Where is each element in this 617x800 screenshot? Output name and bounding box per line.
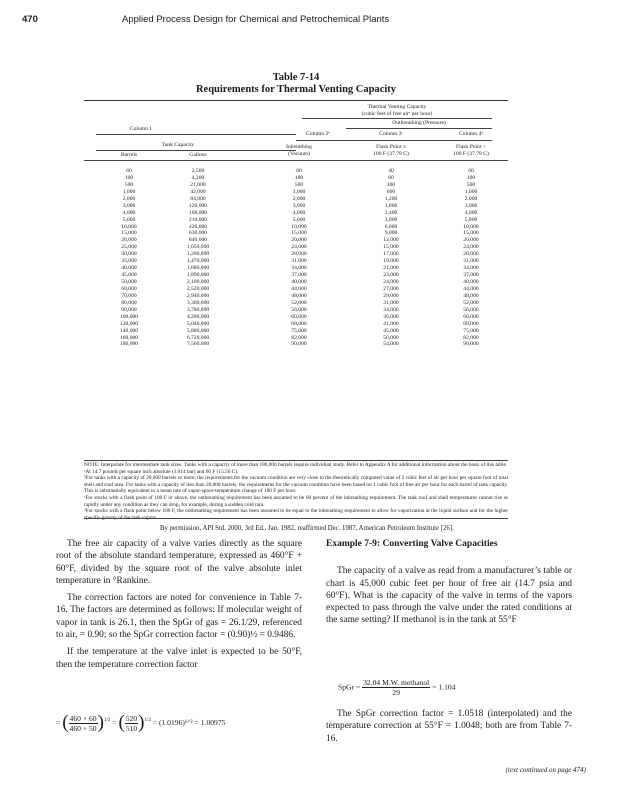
- right-column: [326, 538, 572, 632]
- table-cell: 40,000: [291, 279, 307, 285]
- table-row: [84, 210, 508, 217]
- inbreathing-label: Inbreathing: [286, 144, 312, 150]
- table-cell: 48,000: [291, 292, 307, 299]
- table-cell: 40: [388, 168, 394, 174]
- table-cell: 31,000: [291, 258, 307, 265]
- table-cell: 68,000: [291, 320, 307, 327]
- rule-column1: [96, 134, 296, 135]
- table-cell: 3,000: [292, 202, 306, 209]
- table-cell: 126,000: [188, 202, 208, 209]
- table-cell: 840,000: [188, 237, 208, 244]
- corr-denominator-1: 460 + 50: [69, 723, 97, 733]
- table-cell: 56,000: [463, 306, 479, 313]
- capacity-group-header: [302, 104, 492, 117]
- table-cell: 500: [294, 181, 304, 188]
- table-cell: 2,400: [384, 209, 398, 216]
- table-note: ᵈFor stocks with a flash point below 100 F, the outbreathing requirement has been assumed to be equal to the inbreathing requirement to allow for vaporization at the liquid surface and for the higher specific gravity of the tank vapors.: [84, 508, 508, 521]
- table-cell: 56,000: [291, 306, 307, 313]
- table-cell: 45,000: [121, 272, 137, 279]
- corr-numerator-2: 520: [125, 713, 138, 723]
- flash-ge-header: [360, 144, 422, 157]
- left-paren-icon: (: [62, 712, 69, 733]
- corr-exponent-1: 1/2: [103, 718, 111, 724]
- table-row: [84, 203, 508, 210]
- table-cell: 1,050,000: [186, 244, 210, 251]
- table-cell: 5,000: [122, 216, 136, 223]
- table-cell: 75,000: [291, 327, 307, 334]
- table-cell: 3,000: [384, 216, 398, 223]
- table-row: [84, 265, 508, 272]
- corr-denominator-2: 510: [125, 723, 138, 733]
- table-cell: 60,000: [291, 313, 307, 320]
- table-cell: 1,470,000: [186, 258, 210, 265]
- table-row: [84, 341, 508, 348]
- table-row: [84, 321, 508, 328]
- table-cell: 180,000: [119, 341, 139, 348]
- table-cell: 4,000: [464, 209, 478, 216]
- table-cell: 500: [466, 181, 476, 188]
- column1-header: Column 1: [129, 126, 153, 132]
- table-cell: 3,780,000: [186, 306, 210, 313]
- table-cell: 52,000: [291, 299, 307, 306]
- table-row: [84, 258, 508, 265]
- table-cell: 60: [388, 174, 394, 181]
- rule-outbreathing: [346, 128, 492, 129]
- table-cell: 75,000: [463, 327, 479, 334]
- table-cell: 60,000: [463, 313, 479, 320]
- table-row: [84, 168, 508, 175]
- table-cell: 5,000: [464, 216, 478, 223]
- spgr-equation: [338, 678, 455, 697]
- table-row: [84, 286, 508, 293]
- table-cell: 1,000: [122, 188, 136, 195]
- table-cell: 168,000: [188, 209, 208, 216]
- table-cell: 4,000: [292, 209, 306, 216]
- table-cell: 5,000: [292, 216, 306, 223]
- table-cell: 15,000: [463, 230, 479, 237]
- flash-lt-header: [438, 144, 504, 157]
- table-cell: 140,000: [119, 327, 139, 334]
- example-heading: Example 7-9: Converting Valve Capacities: [326, 539, 498, 549]
- table-cell: 4,200: [191, 174, 205, 181]
- table-cell: 34,000: [463, 265, 479, 272]
- corr-eq-sign: =: [56, 717, 61, 727]
- table-note: NOTE: Interpolate for intermediate tank sizes. Tanks with a capacity of more than 180,000 barrels require individual study. Refer to Appendix A for additional information about the basis of this table.: [84, 462, 508, 468]
- table-cell: 82,000: [463, 334, 479, 341]
- left-paragraph-1: The free air capacity of a valve varies directly as the square root of the absolute standard temperature, expressed as 460°F + 60°F, divided by the square root of the valve absolute inlet temperature in °Rankine.: [56, 539, 302, 586]
- barrels-header: Barrels: [120, 152, 138, 158]
- table-cell: 12,000: [383, 237, 399, 244]
- table-cell: 40,000: [463, 279, 479, 285]
- table-note: ᵇFor tanks with a capacity of 20,000 barrels or more, the requirements for the vacuum condition are very close to the theoretically computed value of 2 cubic feet of air per hour per square foot of total shell and roof area. For tanks with a capacity of less than 20,000 barrels, the requirements for the vacuum condition have been based on 1 cubic foot of free air per hour for each barrel of tank capacity. This is substantially equivalent to a mean rate of vapor-space-temperature change of 100 F per hour.: [84, 475, 508, 495]
- left-paren-icon: (: [118, 712, 125, 733]
- table-cell: 2,500: [191, 168, 205, 174]
- rule-header-bottom: [84, 160, 508, 161]
- table-cell: 5,040,000: [186, 320, 210, 327]
- table-cell: 28,000: [291, 251, 307, 258]
- table-cell: 2,100,000: [186, 279, 210, 285]
- table-cell: 70,000: [121, 292, 137, 299]
- corr-exponent-2: 1/2: [144, 718, 151, 724]
- table-cell: 10,000: [291, 223, 307, 230]
- table-cell: 15,000: [291, 230, 307, 237]
- capacity-group-label: Thermal Venting Capacity: [367, 104, 427, 110]
- table-cell: 37,000: [463, 272, 479, 279]
- permission-credit: By permission, API Std. 2000, 3rd Ed., Jan. 1982, reaffirmed Dec. 1987, American Petroleum Institute [26].: [160, 525, 454, 532]
- table-cell: 82,000: [291, 334, 307, 341]
- table-cell: 100: [124, 174, 134, 181]
- table-cell: 1,200: [384, 195, 398, 202]
- flash-ge-temp: 100 F (37.78 C): [373, 150, 409, 157]
- rule-capacity-group: [302, 118, 492, 119]
- running-head: Applied Process Design for Chemical and Petrochemical Plants: [122, 14, 390, 25]
- table-cell: 2,000: [122, 195, 136, 202]
- table-cell: 41,000: [383, 320, 399, 327]
- table-cell: 1,000: [464, 188, 478, 195]
- table-cell: 2,940,000: [186, 292, 210, 299]
- table-cell: 24,000: [463, 244, 479, 251]
- capacity-group-sublabel: (cubic feet of free airᵃ per hour): [361, 110, 433, 117]
- rule-columns-234: [296, 140, 492, 141]
- gallons-header: Gallons: [189, 152, 207, 158]
- table-row: [84, 237, 508, 244]
- table-cell: 2,000: [292, 195, 306, 202]
- table-row: [84, 182, 508, 189]
- table-cell: 1,890,000: [186, 272, 210, 279]
- corr-numerator-1: 460 + 60: [69, 713, 97, 723]
- corr-mid-sign: =: [112, 717, 117, 727]
- table-cell: 4,200,000: [186, 313, 210, 320]
- table-cell: 28,000: [463, 251, 479, 258]
- inbreathing-header: [270, 144, 328, 157]
- flash-lt-temp: 100 F (37.78 C): [453, 150, 489, 157]
- table-cell: 31,000: [463, 258, 479, 265]
- table-cell: 1,800: [384, 202, 398, 209]
- table-row: [84, 314, 508, 321]
- table-row: [84, 328, 508, 335]
- flash-ge-label: Flash Point ≥: [376, 144, 406, 150]
- table-cell: 80,000: [121, 299, 137, 306]
- table-cell: 45,000: [383, 327, 399, 334]
- table-cell: 2,520,000: [186, 285, 210, 292]
- table-cell: 10,000: [121, 223, 137, 230]
- temperature-correction-equation: [56, 712, 225, 734]
- table-cell: 60: [126, 168, 132, 174]
- table-cell: 24,000: [291, 244, 307, 251]
- spgr-fraction: [362, 678, 430, 697]
- table-cell: 9,000: [384, 230, 398, 237]
- table-title: Requirements for Thermal Venting Capacity: [195, 84, 397, 95]
- table-cell: 500: [124, 181, 134, 188]
- table-row: [84, 175, 508, 182]
- tank-capacity-header: Tank Capacity: [161, 142, 195, 148]
- table-cell: 50,000: [383, 334, 399, 341]
- table-cell: 100: [466, 174, 476, 181]
- page-number: 470: [22, 14, 38, 25]
- table-row: [84, 217, 508, 224]
- table-cell: 23,000: [383, 272, 399, 279]
- table-cell: 20,000: [291, 237, 307, 244]
- table-cell: 20,000: [463, 237, 479, 244]
- table-cell: 68,000: [463, 320, 479, 327]
- table-cell: 40,000: [121, 265, 137, 272]
- table-cell: 100: [294, 174, 304, 181]
- table-cell: 60: [468, 168, 474, 174]
- table-note: ᶜFor stocks with a flash point of 100 F or above, the outbreathing requirement has been assumed to be 60 percent of the inbreathing requirement. The tank roof and shell temperatures cannot rise as rapidly under any condition as they can drop, for example, during a sudden cold rain.: [84, 494, 508, 508]
- flash-lt-label: Flash Point <: [456, 144, 486, 150]
- table-cell: 5,880,000: [186, 327, 210, 334]
- table-cell: 36,000: [383, 313, 399, 320]
- table-cell: 1,260,000: [186, 251, 210, 258]
- vacuum-label: (Vacuum): [287, 150, 311, 157]
- rule-notes-bottom: [84, 518, 508, 519]
- column2-header: Column 2ᵇ: [306, 131, 330, 137]
- table-cell: 60: [296, 168, 302, 174]
- table-cell: 42,000: [190, 188, 206, 195]
- rule-table-bottom: [84, 460, 508, 461]
- table-cell: 25,000: [121, 244, 137, 251]
- table-cell: 6,720,000: [186, 334, 210, 341]
- table-cell: 15,000: [121, 230, 137, 237]
- table-cell: 21,000: [190, 181, 206, 188]
- column3-header: Column 3ᶜ: [379, 131, 403, 137]
- right-paren-icon: ): [138, 712, 145, 733]
- table-cell: 1,680,000: [186, 265, 210, 272]
- table-note: ᵃAt 14.7 pounds per square inch absolute (1.014 bar) and 60 F (15.56 C).: [84, 468, 239, 475]
- table-cell: 27,000: [383, 285, 399, 292]
- table-cell: 19,000: [383, 258, 399, 265]
- table-cell: 3,360,000: [186, 299, 210, 306]
- table-row: [84, 272, 508, 279]
- table-row: [84, 224, 508, 231]
- table-row: [84, 300, 508, 307]
- table-cell: 24,000: [383, 279, 399, 285]
- rule-tank-capacity: [96, 150, 296, 151]
- table-cell: 60,000: [121, 285, 137, 292]
- table-cell: 52,000: [463, 299, 479, 306]
- table-notes: [84, 462, 508, 521]
- table-cell: 34,000: [291, 265, 307, 272]
- table-cell: 54,000: [383, 341, 399, 348]
- right-paragraph-2: The SpGr correction factor = 1.0518 (interpolated) and the temperature correction at 55°F = 1.0048; both are from Table 7-16.: [326, 709, 572, 744]
- left-paragraph-2: The correction factors are noted for convenience in Table 7-16. The factors are determined as follows: If molecular weight of vapor in tank is 26.1, then the SpGr of gas = 26.1/29, referenced to air, = 0.90; so the SpGr correction factor = (0.90)½ = 0.9486.: [56, 593, 302, 641]
- table-cell: 6,000: [384, 223, 398, 230]
- table-row: [84, 307, 508, 314]
- table-cell: 29,000: [383, 292, 399, 299]
- table-cell: 31,000: [383, 299, 399, 306]
- table-cell: 1,000: [292, 188, 306, 195]
- spgr-numerator: 32.04 M.W. methanol: [363, 678, 430, 687]
- continued-note: (text continued on page 474): [505, 766, 586, 774]
- table-caption: [84, 72, 508, 95]
- column4-header: Column 4ᵈ: [459, 131, 483, 137]
- table-cell: 17,000: [383, 251, 399, 258]
- table-cell: 3,000: [464, 202, 478, 209]
- page-header: [22, 14, 595, 30]
- table-cell: 44,000: [291, 285, 307, 292]
- table-top-rule: [84, 100, 508, 101]
- table-cell: 4,000: [122, 209, 136, 216]
- table-cell: 160,000: [119, 334, 139, 341]
- spgr-lhs: SpGr =: [338, 682, 361, 692]
- table-cell: 37,000: [291, 272, 307, 279]
- table-cell: 50,000: [121, 279, 137, 285]
- table-cell: 44,000: [463, 285, 479, 292]
- spgr-denominator: 29: [392, 688, 400, 697]
- table-row: [84, 189, 508, 196]
- table-cell: 21,000: [383, 265, 399, 272]
- table-cell: 20,000: [121, 237, 137, 244]
- table-cell: 420,000: [188, 223, 208, 230]
- table-cell: 84,000: [190, 195, 206, 202]
- table-row: [84, 251, 508, 258]
- table-row: [84, 279, 508, 286]
- table-cell: 630,000: [188, 230, 208, 237]
- table-cell: 3,000: [122, 202, 136, 209]
- table-cell: 7,560,000: [186, 341, 210, 348]
- table-cell: 210,000: [188, 216, 208, 223]
- table-cell: 600: [386, 188, 396, 195]
- table-cell: 300: [386, 181, 396, 188]
- table-cell: 10,000: [463, 223, 479, 230]
- left-paragraph-3: If the temperature at the valve inlet is expected to be 50°F, then the temperature correction factor: [56, 647, 302, 670]
- table-cell: 100,000: [119, 313, 139, 320]
- table-row: [84, 335, 508, 342]
- table-cell: 2,000: [464, 195, 478, 202]
- table-cell: 90,000: [291, 341, 307, 348]
- table-cell: 34,000: [383, 306, 399, 313]
- right-column-lower: [326, 708, 572, 750]
- table-row: [84, 244, 508, 251]
- table-row: [84, 196, 508, 203]
- table-cell: 15,000: [383, 244, 399, 251]
- right-paren-icon: ): [97, 712, 104, 733]
- table-cell: 30,000: [121, 251, 137, 258]
- table-row: [84, 230, 508, 237]
- left-column: [56, 538, 302, 676]
- table-cell: 35,000: [121, 258, 137, 265]
- table-number: Table 7-14: [272, 72, 320, 83]
- table-cell: 90,000: [121, 306, 137, 313]
- table-cell: 90,000: [463, 341, 479, 348]
- outbreathing-header: Outbreathing (Pressure): [392, 120, 446, 126]
- corr-fraction-2: [125, 714, 138, 733]
- table-cell: 120,000: [119, 320, 139, 327]
- corr-rhs: = (1.0196)¹ᐟ² = 1.00975: [152, 717, 226, 727]
- table-cell: 48,000: [463, 292, 479, 299]
- table-row: [84, 293, 508, 300]
- table-body: [84, 168, 508, 348]
- corr-fraction-1: [69, 714, 98, 733]
- right-paragraph-1: The capacity of a valve as read from a manufacturer’s table or chart is 45,000 cubic feet per hour of free air (14.7 psia and 60°F). What is the capacity of the valve in terms of the vapors expected to pass through the valve under the rated conditions at the same setting? If methanol is in the tank at 55°F: [326, 566, 572, 626]
- spgr-rhs: = 1.104: [432, 682, 456, 692]
